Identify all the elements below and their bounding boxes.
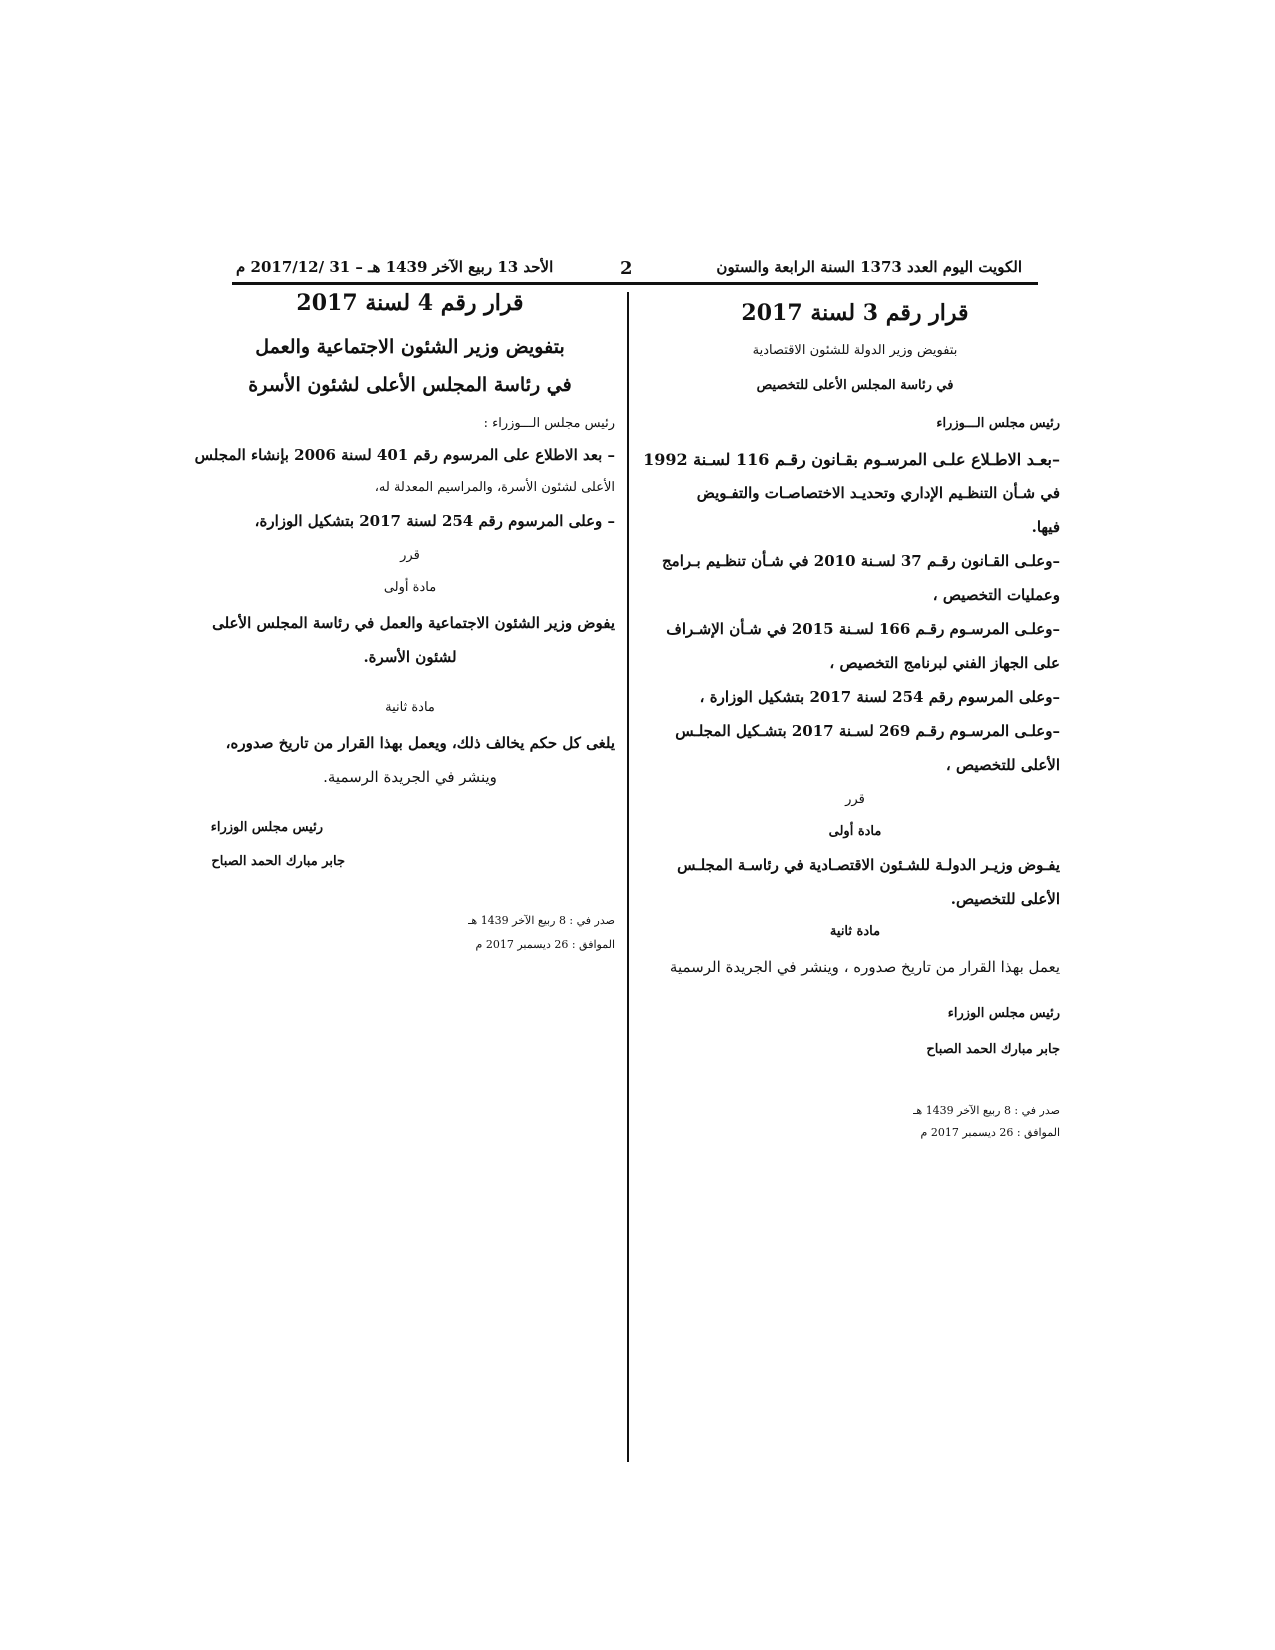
decision-3-subtitle-2: في رئاسة المجلس الأعلى للتخصيص — [756, 378, 954, 393]
decision-3-article-1-line-1: يفـوض وزيـر الدولـة للشـئون الاقتصـادية في رئاسـة المجلـس — [677, 856, 1060, 874]
decision-3-subtitle-1: بتفويض وزير الدولة للشئون الاقتصادية — [752, 343, 958, 358]
decision-3-intro: رئيس مجلس الـــوزراء — [936, 416, 1060, 431]
decision-4-preamble-1-line-2: الأعلى لشئون الأسرة، والمراسيم المعدلة له، — [374, 480, 615, 495]
decision-4-article-2-line-2: وينشر في الجريدة الرسمية. — [323, 768, 497, 786]
decision-3-title: قرار رقم 3 لسنة 2017 — [741, 300, 969, 326]
decision-4-article-1-line-2: لشئون الأسرة. — [363, 648, 457, 666]
decision-3-preamble-5-line-1: –وعلـى المرسـوم رقـم 269 لسـنة 2017 بتشـكيل المجلـس — [675, 722, 1060, 740]
decision-4-article-2-line-1: يلغى كل حكم يخالف ذلك، ويعمل بهذا القرار من تاريخ صدوره، — [225, 734, 615, 752]
decision-4-column — [194, 290, 615, 980]
column-divider — [627, 292, 629, 1462]
decision-3-preamble-4: –وعلى المرسوم رقم 254 لسنة 2017 بتشكيل الوزارة ، — [699, 688, 1060, 706]
decision-3-preamble-2-line-2: وعمليات التخصيص ، — [932, 586, 1060, 604]
decision-3-issued-hijri: صدر في : 8 ربيع الآخر 1439 هـ — [913, 1104, 1060, 1117]
header-date: الأحد 13 ربيع الآخر 1439 هـ – 31 /2017/12 م — [236, 258, 554, 276]
decision-3-signer-title: رئيس مجلس الوزراء — [947, 1006, 1060, 1021]
decision-4-article-2-title: مادة ثانية — [385, 700, 435, 715]
decision-4-issued-hijri: صدر في : 8 ربيع الآخر 1439 هـ — [468, 914, 615, 927]
decision-3-preamble-5-line-2: الأعلى للتخصيص ، — [945, 756, 1060, 774]
decision-4-decided: قرر — [400, 548, 420, 563]
decision-4-article-1-line-1: يفوض وزير الشئون الاجتماعية والعمل في رئاسة المجلس الأعلى — [212, 614, 615, 632]
decision-4-issued-gregorian: الموافق : 26 ديسمبر 2017 م — [475, 938, 615, 951]
header-rule — [232, 282, 1038, 285]
decision-3-article-1-line-2: الأعلى للتخصيص. — [950, 890, 1060, 908]
decision-3-article-2-title: مادة ثانية — [829, 924, 881, 939]
header-issue-info: الكويت اليوم العدد 1373 السنة الرابعة والستون — [716, 258, 1022, 276]
decision-4-subtitle-1: بتفويض وزير الشئون الاجتماعية والعمل — [255, 336, 565, 358]
decision-4-preamble-2: – وعلى المرسوم رقم 254 لسنة 2017 بتشكيل الوزارة، — [254, 512, 615, 530]
decision-4-preamble-1-line-1: – بعد الاطلاع على المرسوم رقم 401 لسنة 2006 بإنشاء المجلس — [194, 446, 615, 464]
decision-4-signer-name: جابر مبارك الحمد الصباح — [211, 854, 345, 869]
decision-3-preamble-1-line-1: –بعـد الاطـلاع علـى المرسـوم بقـانون رقـم 116 لسـنة 1992 — [643, 450, 1060, 469]
decision-3-signer-name: جابر مبارك الحمد الصباح — [926, 1042, 1060, 1057]
decision-3-preamble-1-line-2: في شـأن التنظـيم الإداري وتحديـد الاختصاصـات والتفـويض — [696, 484, 1060, 502]
decision-3-preamble-1-line-3: فيها. — [1031, 518, 1060, 536]
decision-3-preamble-3-line-2: على الجهاز الفني لبرنامج التخصيص ، — [829, 654, 1060, 672]
decision-4-signer-title: رئيس مجلس الوزراء — [210, 820, 323, 835]
decision-3-issued-gregorian: الموافق : 26 ديسمبر 2017 م — [920, 1126, 1060, 1139]
decision-4-subtitle-2: في رئاسة المجلس الأعلى لشئون الأسرة — [248, 374, 572, 396]
page-number: 2 — [620, 258, 633, 279]
decision-4-title: قرار رقم 4 لسنة 2017 — [296, 290, 524, 316]
decision-3-decided: قرر — [845, 792, 865, 807]
decision-4-intro: رئيس مجلس الـــوزراء : — [483, 416, 615, 431]
decision-3-article-1-title: مادة أولى — [828, 824, 882, 839]
decision-3-article-2-line-1: يعمل بهذا القرار من تاريخ صدوره ، وينشر في الجريدة الرسمية — [669, 958, 1060, 976]
decision-3-column — [643, 300, 1060, 1160]
decision-3-preamble-2-line-1: –وعلـى القـانون رقـم 37 لسـنة 2010 في شـأن تنظـيم بـرامج — [662, 552, 1060, 570]
decision-3-preamble-3-line-1: –وعلـى المرسـوم رقـم 166 لسـنة 2015 في شـأن الإشـراف — [666, 620, 1060, 638]
decision-4-article-1-title: مادة أولى — [383, 580, 437, 595]
